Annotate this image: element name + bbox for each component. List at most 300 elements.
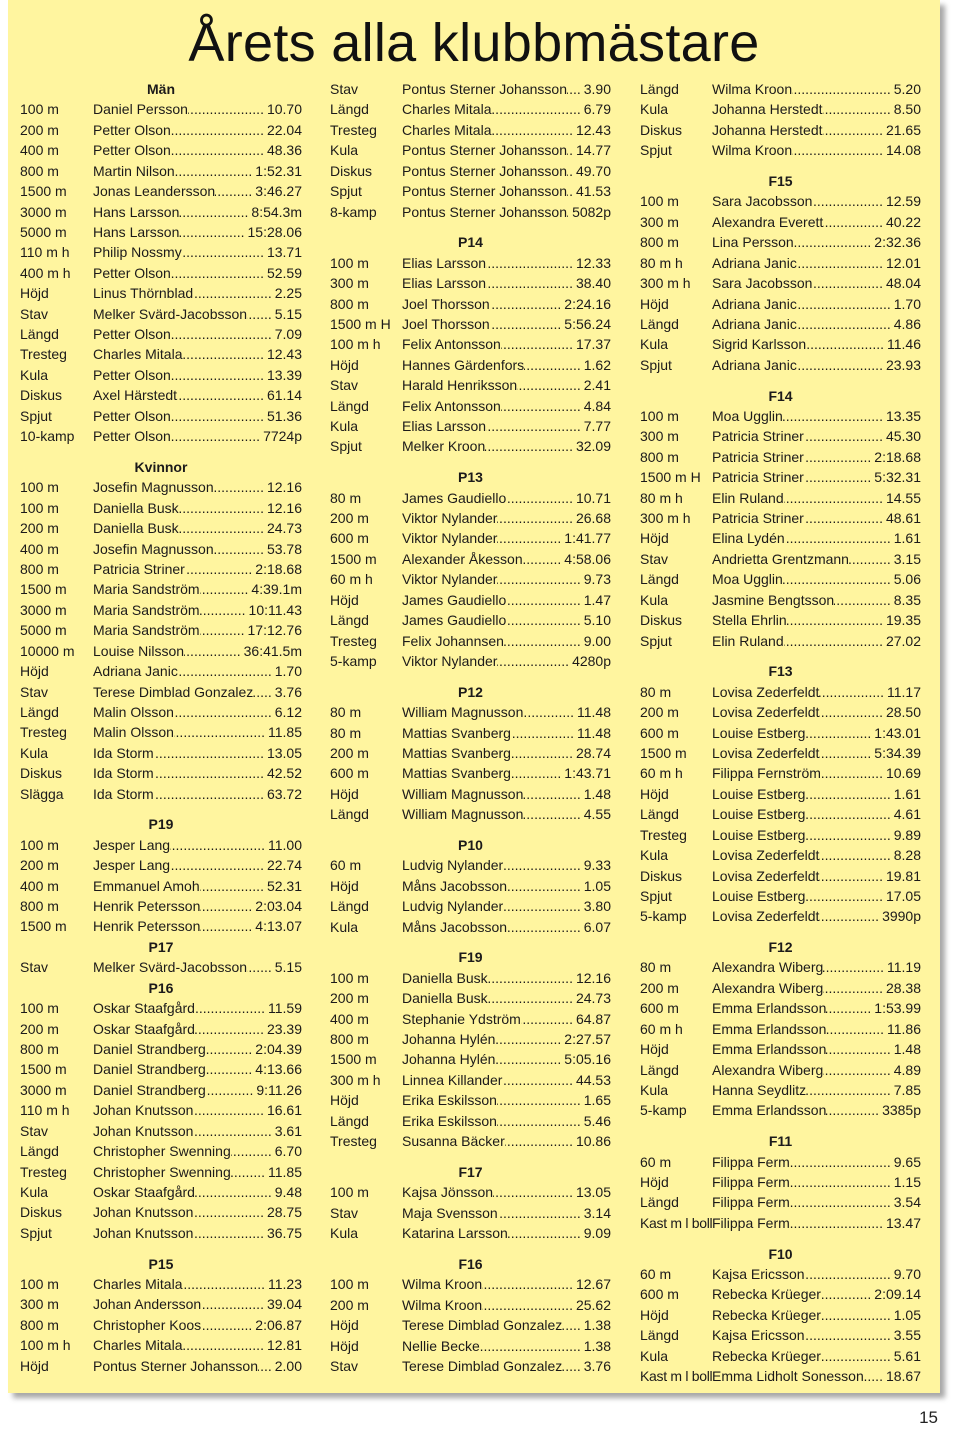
result-value: 1.48 [893, 1041, 921, 1058]
result-row [20, 222, 302, 242]
result-row [20, 263, 302, 283]
result-value: 11.19 [887, 959, 921, 976]
result-row [330, 1336, 611, 1356]
dot-leader [171, 263, 264, 283]
athlete-name: Rebecka Krüeger [712, 1306, 821, 1323]
section-heading: P14 [458, 234, 483, 251]
dot-leader [184, 641, 241, 661]
dot-leader [247, 304, 272, 324]
result-row [640, 273, 921, 293]
dot-leader [258, 1356, 272, 1376]
dot-leader [195, 1182, 272, 1202]
result-value: 15:28.06 [247, 223, 302, 240]
athlete-name: Felix Antonsson [402, 336, 501, 353]
result-row [330, 1070, 611, 1090]
event-label: 10-kamp [20, 428, 75, 445]
result-row [330, 161, 611, 181]
section-heading: Män [147, 81, 175, 97]
result-row [330, 763, 611, 783]
section-heading: P15 [148, 1255, 174, 1272]
result-row [640, 998, 921, 1018]
dot-leader [826, 1039, 890, 1059]
athlete-name: Maria Sandström [93, 622, 200, 639]
athlete-name: Christopher Swenning [93, 1143, 231, 1160]
athlete-name: Patricia Striner [93, 561, 185, 577]
result-row [20, 1162, 302, 1182]
result-row [640, 590, 921, 610]
dot-leader [505, 1131, 573, 1151]
result-value: 10:11.43 [248, 601, 302, 618]
result-value: 2:24.16 [564, 295, 611, 312]
result-value: 1.05 [893, 1306, 921, 1323]
result-value: 8:54.3m [251, 203, 302, 220]
result-value: 14.08 [885, 142, 921, 159]
result-value: 42.52 [266, 765, 302, 782]
event-label: 100 m [640, 407, 679, 424]
result-value: 19.35 [885, 612, 921, 629]
event-label: Spjut [640, 142, 672, 159]
athlete-name: Susanna Bäcker [402, 1133, 505, 1150]
dot-leader [792, 140, 883, 160]
result-value: 3.90 [583, 81, 611, 97]
dot-leader [507, 876, 581, 896]
result-value: 23.39 [266, 1020, 302, 1037]
event-label: Längd [640, 81, 679, 97]
result-value: 1.38 [583, 1337, 611, 1354]
event-label: Stav [330, 1357, 359, 1374]
result-value: 5.61 [893, 1347, 921, 1364]
dot-leader [179, 222, 244, 242]
result-value: 7724p [263, 428, 302, 445]
dot-leader [517, 375, 581, 395]
result-row [20, 518, 302, 538]
result-value: 28.75 [266, 1204, 302, 1221]
event-label: Kula [640, 101, 669, 118]
dot-leader [823, 120, 883, 140]
result-row [330, 79, 611, 99]
event-label: Stav [20, 959, 49, 976]
athlete-name: William Magnusson [402, 704, 524, 721]
result-row [20, 600, 302, 620]
result-row [330, 1223, 611, 1243]
result-value: 5:34.39 [874, 744, 921, 761]
athlete-name: Måns Jacobsson [402, 877, 508, 894]
dot-leader [511, 763, 561, 783]
result-row [20, 579, 302, 599]
result-row [20, 1100, 302, 1120]
athlete-name: Emma Lidholt Sonesson [712, 1368, 864, 1385]
result-value: 5.10 [583, 612, 611, 629]
dot-leader [201, 1294, 264, 1314]
athlete-name: Sigrid Karlsson [712, 336, 807, 353]
dot-leader [821, 1305, 891, 1325]
result-value: 6.07 [583, 918, 611, 935]
result-row [330, 99, 611, 119]
result-value: 24.73 [575, 990, 611, 1007]
event-label: Längd [330, 397, 369, 414]
dot-leader [491, 120, 572, 140]
result-row [330, 784, 611, 804]
result-row [20, 120, 302, 140]
result-row [20, 477, 302, 497]
result-value: 22.74 [266, 857, 302, 874]
result-row [640, 528, 921, 548]
dot-leader [819, 682, 884, 702]
dot-leader [783, 406, 883, 426]
event-label: Längd [330, 898, 369, 915]
dot-leader [200, 896, 252, 916]
athlete-name: Pontus Sterner Johansson [402, 203, 567, 220]
dot-leader [206, 1080, 253, 1100]
event-label: 80 m [330, 724, 362, 741]
event-label: Kula [640, 847, 669, 864]
dot-leader [497, 508, 573, 528]
event-label: 100 m [330, 254, 369, 271]
result-row [640, 212, 921, 232]
dot-leader [503, 855, 581, 875]
results-column [20, 79, 302, 1376]
dot-leader [154, 763, 264, 783]
event-label: 10000 m [20, 642, 75, 659]
result-row [330, 355, 611, 375]
dot-leader [490, 294, 562, 314]
athlete-name: Filippa Ferm [712, 1214, 790, 1231]
dot-leader [154, 743, 264, 763]
dot-leader [567, 79, 581, 99]
result-value: 1.61 [893, 530, 921, 547]
result-row [330, 120, 611, 140]
athlete-name: Axel Härstedt [93, 387, 178, 404]
result-value: 16.61 [266, 1102, 302, 1119]
event-label: 400 m [20, 142, 59, 159]
event-label: 100 m [330, 1184, 369, 1201]
section-heading: P13 [458, 469, 483, 486]
event-label: 800 m [20, 1316, 59, 1333]
event-label: Tresteg [20, 346, 67, 363]
result-value: 9.48 [274, 1183, 302, 1200]
event-label: Tresteg [330, 1133, 377, 1150]
page-number: 15 [919, 1408, 938, 1427]
result-row [640, 334, 921, 354]
result-value: 27.02 [885, 632, 921, 649]
dot-leader [482, 1274, 573, 1294]
dot-leader [521, 1009, 573, 1029]
result-row [640, 1192, 921, 1212]
result-row [640, 723, 921, 743]
dot-leader [790, 1152, 891, 1172]
result-value: 1.47 [583, 591, 611, 608]
athlete-name: Louise Estberg [712, 887, 806, 904]
athlete-name: Daniel Strandberg [93, 1061, 206, 1078]
athlete-name: Terese Dimblad Gonzalez [402, 1357, 563, 1374]
event-label: Tresteg [330, 632, 377, 649]
dot-leader [193, 1223, 264, 1243]
results-column [640, 79, 921, 1387]
dot-leader [214, 477, 264, 497]
event-label: Spjut [640, 632, 672, 649]
result-value: 4:13.66 [255, 1061, 302, 1078]
result-value: 5:05.16 [564, 1051, 611, 1068]
event-label: 600 m [330, 765, 369, 782]
result-value: 7.77 [583, 418, 611, 435]
result-value: 3990p [882, 908, 921, 925]
event-label: 400 m [20, 540, 59, 557]
result-value: 3.76 [583, 1357, 611, 1374]
result-row [20, 140, 302, 160]
result-value: 5.20 [893, 81, 921, 97]
event-label: Spjut [330, 183, 362, 200]
result-row [330, 610, 611, 630]
event-label: 200 m [20, 857, 59, 874]
result-row [20, 916, 302, 936]
dot-leader [506, 610, 580, 630]
dot-leader [200, 916, 252, 936]
dot-leader [797, 294, 891, 314]
athlete-name: Patricia Striner [712, 469, 804, 486]
result-value: 4.84 [583, 397, 611, 414]
athlete-name: Erika Eskilsson [402, 1112, 497, 1129]
dot-leader [821, 763, 883, 783]
event-label: 100 m [20, 836, 59, 853]
dot-leader [503, 896, 581, 916]
event-label: Diskus [640, 121, 683, 138]
dot-leader [486, 253, 573, 273]
event-label: 100 m [330, 969, 369, 986]
event-label: Längd [640, 1194, 679, 1211]
result-value: 3.55 [893, 1327, 921, 1344]
athlete-name: Petter Olson [93, 326, 171, 343]
event-label: 5-kamp [330, 652, 377, 669]
result-row [640, 99, 921, 119]
event-label: 3000 m [20, 1081, 67, 1098]
result-row [20, 743, 302, 763]
result-row [640, 1213, 921, 1233]
athlete-name: Katarina Larsson [402, 1225, 508, 1242]
dot-leader [200, 600, 246, 620]
event-label: 60 m h [640, 765, 683, 782]
result-value: 12.81 [266, 1337, 302, 1354]
athlete-name: Daniella Busk [93, 499, 179, 516]
event-label: 400 m [330, 1010, 369, 1027]
result-row [330, 549, 611, 569]
result-row [20, 161, 302, 181]
event-label: 200 m [330, 1296, 369, 1313]
result-row [330, 988, 611, 1008]
result-value: 13.71 [266, 244, 302, 261]
athlete-name: Daniella Busk [402, 969, 488, 986]
result-row [640, 488, 921, 508]
result-value: 2:03.04 [255, 898, 302, 915]
athlete-name: Johan Andersson [93, 1296, 202, 1313]
result-row [640, 549, 921, 569]
dot-leader [497, 1111, 581, 1131]
result-value: 22.04 [266, 121, 302, 138]
dot-leader [507, 917, 581, 937]
page-title: Årets alla klubbmästare [188, 13, 760, 73]
result-row [330, 294, 611, 314]
athlete-name: Ludvig Nylander [402, 898, 504, 915]
athlete-name: Charles Mitala [93, 346, 183, 363]
section-heading: P12 [458, 683, 483, 700]
athlete-name: Philip Nossmy [93, 244, 182, 261]
athlete-name: Lovisa Zederfeldt [712, 867, 820, 884]
section-heading: F13 [768, 663, 793, 680]
event-label: Längd [640, 1061, 679, 1078]
result-row [640, 702, 921, 722]
event-label: Höjd [330, 356, 359, 373]
dot-leader [790, 1213, 883, 1233]
event-label: Kast m l boll [640, 1368, 712, 1385]
event-label: Stav [20, 305, 49, 322]
athlete-name: Erika Eskilsson [402, 1092, 497, 1109]
result-row [20, 406, 302, 426]
result-row [640, 866, 921, 886]
result-value: 49.70 [575, 162, 611, 179]
dot-leader [497, 651, 569, 671]
athlete-name: Pontus Sterner Johansson [402, 183, 567, 200]
event-label: 1500 m [330, 1051, 377, 1068]
result-row [640, 1100, 921, 1120]
dot-leader [174, 722, 265, 742]
dot-leader [486, 273, 573, 293]
dot-leader [206, 1059, 252, 1079]
event-label: Höjd [640, 1174, 669, 1190]
athlete-name: Johanna Hylén [402, 1031, 496, 1048]
event-label: Höjd [330, 591, 359, 608]
event-label: Längd [20, 703, 59, 720]
dot-leader [821, 1284, 871, 1304]
event-label: 100 m [330, 1276, 369, 1293]
event-label: Längd [640, 1327, 679, 1344]
result-row [330, 1049, 611, 1069]
athlete-name: Moa Ugglin [712, 407, 783, 424]
athlete-name: Henrik Petersson [93, 918, 201, 935]
event-label: 600 m [640, 1286, 679, 1303]
athlete-name: Terese Dimblad Gonzalez [402, 1317, 563, 1334]
result-value: 11.59 [268, 1000, 302, 1017]
event-label: 100 m h [330, 336, 381, 353]
result-row [20, 1141, 302, 1161]
athlete-name: Charles Mitala [402, 101, 492, 118]
event-label: Spjut [640, 887, 672, 904]
athlete-name: Wilma Kroon [402, 1276, 483, 1293]
result-row [20, 641, 302, 661]
result-value: 61.14 [266, 387, 302, 404]
result-row [640, 314, 921, 334]
result-value: 2:09.14 [874, 1286, 921, 1303]
result-row [640, 682, 921, 702]
result-row [20, 1121, 302, 1141]
event-label: 800 m [20, 561, 59, 577]
result-row [330, 253, 611, 273]
result-value: 11.85 [268, 724, 302, 741]
result-row [640, 1152, 921, 1172]
dot-leader [215, 181, 252, 201]
athlete-name: Maja Svensson [402, 1204, 498, 1221]
athlete-name: Oskar Staafgård [93, 1183, 195, 1200]
result-value: 5.15 [274, 305, 302, 322]
result-row [20, 682, 302, 702]
result-row [20, 324, 302, 344]
section-heading: Kvinnor [134, 458, 188, 475]
result-value: 4.86 [893, 315, 921, 332]
result-value: 11.48 [577, 724, 611, 741]
event-label: 200 m [330, 510, 369, 527]
result-value: 13.39 [266, 366, 302, 383]
result-row [20, 242, 302, 262]
athlete-name: James Gaudiello [402, 489, 507, 506]
athlete-name: Ida Storm [93, 765, 154, 782]
event-label: Längd [330, 1112, 369, 1129]
athlete-name: Wilma Kroon [712, 142, 793, 159]
event-label: Kula [20, 744, 49, 761]
result-row [20, 559, 302, 579]
result-value: 9.00 [583, 632, 611, 649]
result-value: 12.43 [575, 121, 611, 138]
result-value: 4.89 [893, 1061, 921, 1078]
event-label: 60 m [330, 857, 362, 874]
result-value: 48.36 [266, 142, 302, 159]
athlete-name: William Magnusson [402, 785, 524, 802]
athlete-name: James Gaudiello [402, 612, 507, 629]
result-row [20, 1202, 302, 1222]
dot-leader [790, 1192, 891, 1212]
athlete-name: Melker Svärd-Jacobsson [93, 305, 248, 322]
event-label: 5000 m [20, 622, 67, 639]
dot-leader [806, 1080, 891, 1100]
athlete-name: Wilma Kroon [402, 1296, 483, 1313]
result-row [330, 202, 611, 222]
dot-leader [200, 876, 264, 896]
result-value: 10.69 [885, 765, 921, 782]
dot-leader [511, 743, 573, 763]
result-row [330, 590, 611, 610]
result-value: 12.16 [266, 499, 302, 516]
event-label: 60 m [640, 1153, 672, 1170]
result-value: 9.33 [583, 857, 611, 874]
dot-leader [488, 988, 573, 1008]
result-value: 7.85 [893, 1082, 921, 1099]
event-label: 800 m [20, 898, 59, 915]
dot-leader [805, 1264, 891, 1284]
dot-leader [819, 743, 871, 763]
athlete-name: Linnea Killander [402, 1071, 503, 1088]
dot-leader [497, 528, 561, 548]
dot-leader [193, 283, 272, 303]
result-row [330, 273, 611, 293]
event-label: Kula [330, 1225, 359, 1242]
dot-leader [486, 416, 581, 436]
event-label: 300 m [640, 428, 679, 445]
result-value: 28.38 [885, 979, 921, 996]
event-label: Diskus [640, 612, 683, 629]
event-label: 100 m [20, 1000, 59, 1017]
event-label: 400 m [20, 877, 59, 894]
result-row [640, 1264, 921, 1284]
result-value: 48.04 [885, 275, 921, 292]
result-value: 18.67 [885, 1368, 921, 1385]
result-row [640, 191, 921, 211]
dot-leader [805, 784, 890, 804]
result-row [330, 1315, 611, 1335]
event-label: Spjut [20, 407, 52, 424]
result-row [330, 631, 611, 651]
result-value: 11.48 [577, 704, 611, 721]
result-value: 8.35 [893, 591, 921, 608]
result-value: 2:32.36 [874, 234, 921, 251]
event-label: 1500 m H [330, 315, 391, 332]
dot-leader [488, 968, 573, 988]
